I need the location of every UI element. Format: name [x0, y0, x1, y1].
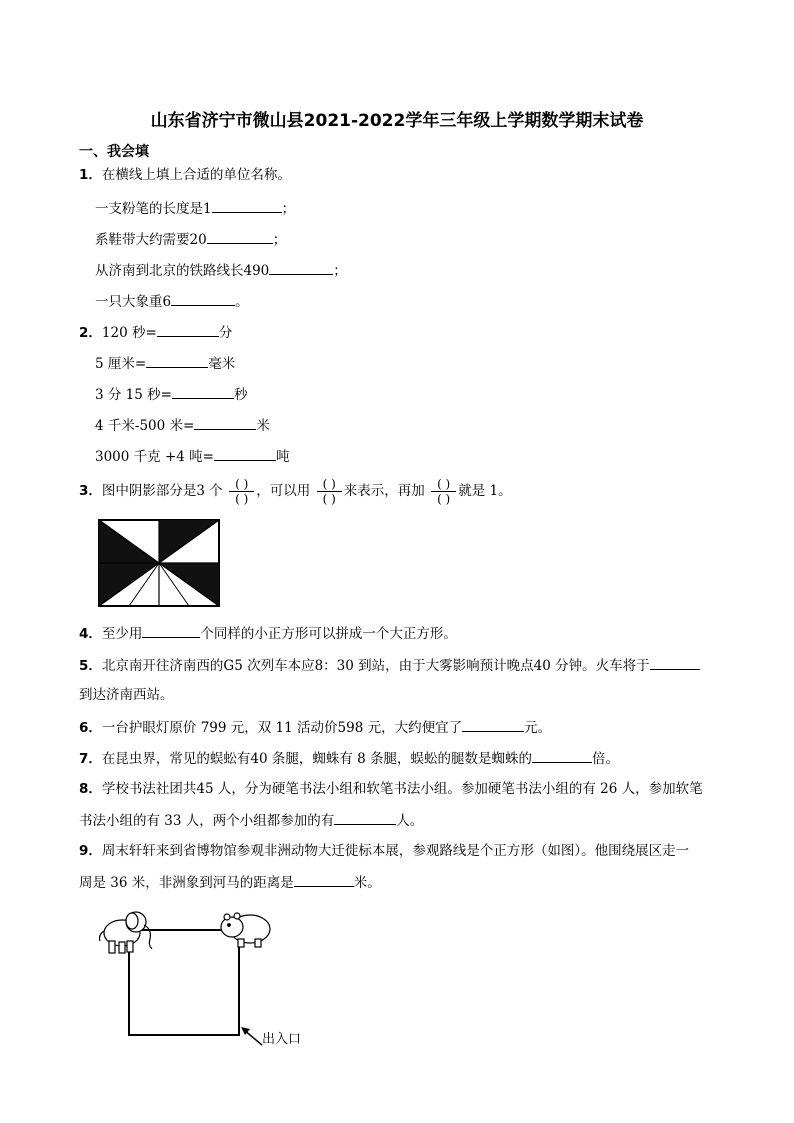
item-end: ；	[281, 201, 296, 217]
fraction-blank[interactable]	[431, 477, 456, 506]
answer-blank[interactable]	[172, 385, 234, 399]
question-number: 2．	[79, 325, 102, 341]
question-number: 9．	[79, 843, 102, 859]
route-square	[129, 930, 239, 1035]
question-4	[79, 624, 457, 643]
answer-blank[interactable]	[532, 749, 592, 763]
answer-blank[interactable]	[171, 292, 235, 306]
item-text: 3000 千克 +4 吨=	[95, 449, 214, 465]
denominator-blank[interactable]: ( )	[322, 492, 336, 506]
question-text: 人。	[396, 813, 424, 829]
answer-blank[interactable]	[269, 261, 333, 275]
numerator-blank[interactable]: ( )	[431, 477, 456, 492]
q2-item-5	[95, 447, 289, 466]
q2-item-1	[79, 323, 232, 342]
page-title: 山东省济宁市微山县2021-2022学年三年级上学期数学期末试卷	[150, 111, 644, 131]
item-unit: 吨	[275, 449, 290, 465]
question-1	[79, 166, 291, 184]
answer-blank[interactable]	[214, 447, 276, 461]
answer-blank[interactable]	[157, 323, 219, 337]
question-5	[79, 656, 700, 675]
question-text: ，可以用	[256, 483, 311, 499]
question-text: 米。	[353, 875, 381, 891]
item-text: 5 厘米=	[95, 356, 147, 372]
question-5-line-2: 到达济南西站。	[79, 687, 174, 703]
question-number: 1．	[79, 167, 102, 183]
question-text: 北京南开往济南西的G5 次列车本应8：30 到站，由于大雾影响预计晚点40 分钟。火车将于	[101, 658, 650, 674]
item-end: ；	[333, 263, 347, 279]
q1-item-4	[95, 292, 249, 311]
question-number: 6．	[79, 720, 102, 736]
numerator-blank[interactable]: ( )	[229, 477, 254, 492]
item-unit: 秒	[233, 387, 248, 403]
question-6	[79, 718, 551, 737]
question-text: 元。	[524, 720, 552, 736]
fraction-blank[interactable]	[317, 477, 342, 506]
question-number: 7．	[79, 751, 102, 767]
q1-item-2	[95, 230, 286, 249]
question-number: 5．	[79, 658, 102, 674]
item-end: ；	[272, 232, 287, 248]
q2-item-3	[95, 385, 247, 404]
item-end: 。	[235, 294, 249, 310]
question-text: 倍。	[592, 751, 620, 767]
answer-blank[interactable]	[142, 624, 200, 638]
question-text: 来表示，再加	[343, 483, 425, 499]
question-text: 周是 36 米，非洲象到河马的距离是	[79, 875, 294, 891]
denominator-blank[interactable]: ( )	[235, 492, 249, 506]
question-text: 学校书法社团共45 人，分为硬笔书法小组和软笔书法小组。参加硬笔书法小组的有 26 人，参加软笔	[101, 781, 703, 797]
question-text: 个同样的小正方形可以拼成一个大正方形。	[200, 626, 457, 642]
q1-item-1	[95, 199, 295, 218]
answer-blank[interactable]	[207, 230, 273, 244]
item-unit: 分	[218, 325, 233, 341]
q2-item-2	[95, 354, 235, 373]
question-9-line-2	[79, 873, 381, 892]
answer-blank[interactable]	[650, 656, 700, 670]
fraction-blank[interactable]	[229, 477, 254, 506]
hippo-icon	[221, 913, 270, 947]
q1-item-3	[95, 261, 347, 280]
question-number: 3．	[79, 483, 102, 499]
answer-blank[interactable]	[212, 199, 282, 213]
question-number: 8．	[79, 781, 102, 797]
question-text: 周末轩轩来到省博物馆参观非洲动物大迁徙标本展，参观路线是个正方形（如图）。他围绕展区走一	[101, 843, 690, 859]
answer-blank[interactable]	[334, 811, 396, 825]
question-text: 书法小组的有 33 人，两个小组都参加的有	[79, 813, 335, 829]
question-7	[79, 749, 619, 768]
item-text: 系鞋带大约需要20	[95, 232, 207, 248]
entrance-label: 出入口	[262, 1032, 302, 1047]
question-8	[79, 780, 703, 798]
item-text: 3 分 15 秒=	[95, 387, 172, 403]
question-text: 一台护眼灯原价 799 元，双 11 活动价598 元，大约便宜了	[101, 720, 463, 736]
answer-blank[interactable]	[194, 416, 256, 430]
denominator-blank[interactable]: ( )	[437, 492, 451, 506]
question-text: 至少用	[101, 626, 143, 642]
question-text: 在横线上填上合适的单位名称。	[101, 167, 291, 183]
item-text: 一支粉笔的长度是1	[95, 201, 212, 217]
item-text: 120 秒=	[101, 325, 157, 341]
question-text: 在昆虫界，常见的蜈蚣有40 条腿，蜘蛛有 8 条腿，蜈蚣的腿数是蜘蛛的	[101, 751, 533, 767]
route-square-figure	[92, 905, 282, 1055]
item-text: 4 千米-500 米=	[95, 418, 195, 434]
elephant-icon	[100, 912, 153, 953]
item-text: 一只大象重6	[95, 294, 172, 310]
answer-blank[interactable]	[294, 873, 354, 887]
question-3	[79, 476, 512, 506]
q2-item-4	[95, 416, 270, 435]
numerator-blank[interactable]: ( )	[317, 477, 342, 492]
answer-blank[interactable]	[462, 718, 524, 732]
shaded-rectangle-figure	[98, 519, 220, 607]
item-unit: 米	[256, 418, 270, 434]
question-text: 图中阴影部分是3 个	[101, 483, 223, 499]
question-8-line-2	[79, 811, 423, 830]
item-text: 从济南到北京的铁路线长490	[95, 263, 270, 279]
answer-blank[interactable]	[146, 354, 208, 368]
question-text: 就是 1。	[458, 483, 512, 499]
section-heading: 一、我会填	[79, 144, 149, 160]
item-unit: 毫米	[208, 356, 236, 372]
question-number: 4．	[79, 626, 102, 642]
question-9	[79, 842, 689, 860]
